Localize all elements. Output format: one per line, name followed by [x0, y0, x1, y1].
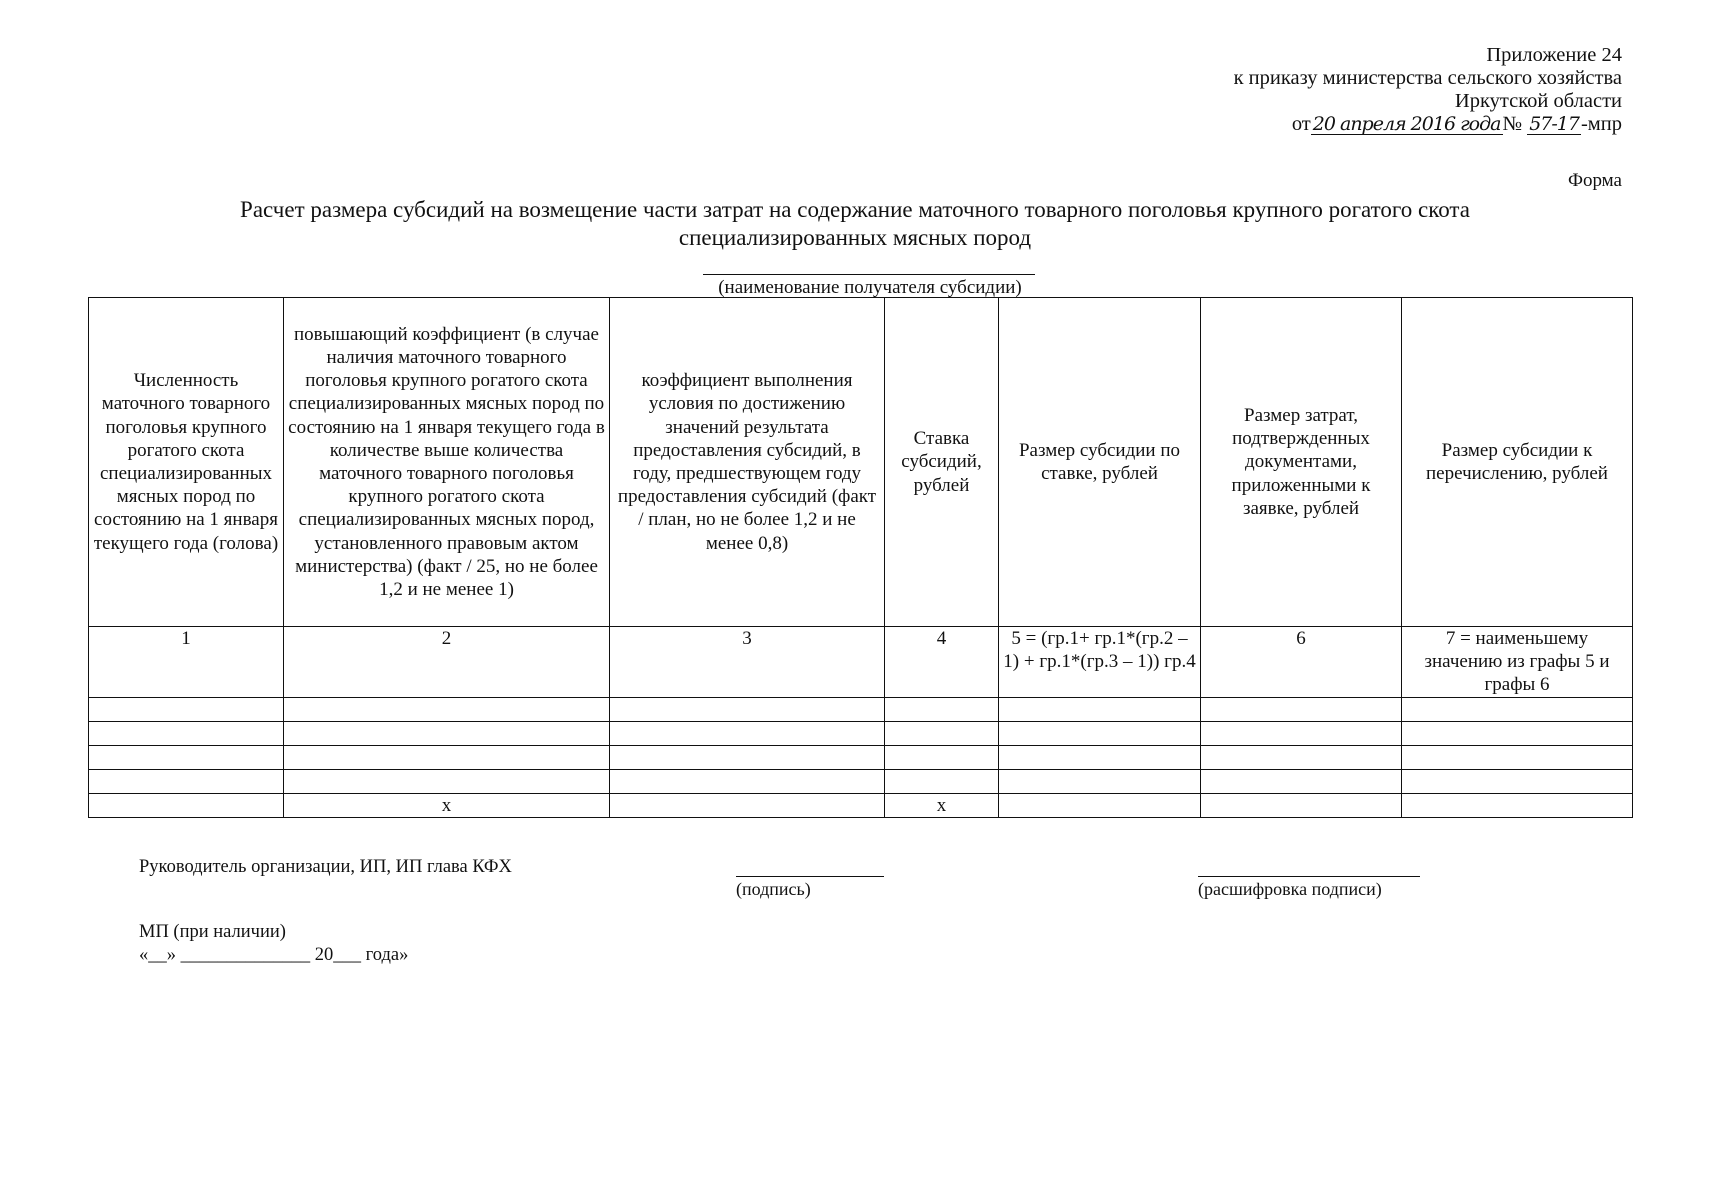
table-row	[89, 770, 1633, 794]
column-number: 6	[1201, 627, 1402, 698]
table-cell	[1402, 698, 1633, 722]
total-cell: х	[885, 794, 999, 818]
stamp-label: МП (при наличии)	[139, 922, 286, 942]
table-cell	[610, 698, 885, 722]
table-cell	[1201, 746, 1402, 770]
column-number: 3	[610, 627, 885, 698]
table-cell	[610, 770, 885, 794]
table-cell	[885, 746, 999, 770]
table-cell	[1402, 722, 1633, 746]
table-cell	[89, 746, 284, 770]
table-cell	[89, 770, 284, 794]
table-cell	[1201, 698, 1402, 722]
table-cell	[999, 770, 1201, 794]
table-cell	[999, 698, 1201, 722]
table-cell	[1402, 770, 1633, 794]
signature-decode-line	[1198, 876, 1420, 877]
signature-line	[736, 876, 884, 877]
recipient-name-line	[703, 274, 1035, 275]
table-cell	[885, 722, 999, 746]
table-cell	[89, 722, 284, 746]
document-title	[0, 196, 1710, 252]
table-cell	[885, 698, 999, 722]
header-cell: Численность маточного товарного поголовья крупного рогатого скота специализированных мясных пород по состоянию на 1 января текущего года (голова)	[89, 298, 284, 627]
table-cell	[999, 722, 1201, 746]
table-cell	[1201, 770, 1402, 794]
handwritten-number: 57-17	[1529, 113, 1579, 135]
table-row	[89, 722, 1633, 746]
table-cell	[610, 722, 885, 746]
signature-label: Руководитель организации, ИП, ИП глава КФХ	[139, 857, 512, 877]
total-cell	[1201, 794, 1402, 818]
table-cell	[1201, 722, 1402, 746]
subsidy-calculation-table	[88, 297, 1633, 818]
table-cell	[1402, 746, 1633, 770]
total-cell: х	[284, 794, 610, 818]
header-cell: повышающий коэффициент (в случае наличия маточного товарного поголовья крупного рогатого скота специализированных мясных пород по состоянию на 1 января текущего года в количестве выше количества маточного товарного поголовья крупного рогатого скота специализированных мясных пород, установленного правовым актом министерства) (факт / 25, но не более 1,2 и не менее 1)	[284, 298, 610, 627]
header-cell: Размер субсидии к перечислению, рублей	[1402, 298, 1633, 627]
table-cell	[284, 722, 610, 746]
table-cell	[284, 746, 610, 770]
order-date-number: от 20 апреля 2016 года№ 57-17-мпр	[1291, 113, 1622, 135]
table-cell	[999, 746, 1201, 770]
table-cell	[284, 770, 610, 794]
form-label: Форма	[1567, 170, 1622, 191]
total-cell	[1402, 794, 1633, 818]
total-row	[89, 794, 1633, 818]
table-cell	[89, 698, 284, 722]
column-number-row	[89, 627, 1633, 698]
signature-caption: (подпись)	[736, 879, 811, 899]
total-cell	[89, 794, 284, 818]
table-header-row	[89, 298, 1633, 627]
column-number: 4	[885, 627, 999, 698]
table-cell	[610, 746, 885, 770]
title-line-2: специализированных мясных пород	[678, 225, 1032, 250]
title-line-1: Расчет размера субсидий на возмещение части затрат на содержание маточного товарного поголовья крупного рогатого скота	[240, 197, 1470, 222]
recipient-caption: (наименование получателя субсидии)	[718, 277, 1022, 298]
column-number: 7 = наименьшему значению из графы 5 и графы 6	[1402, 627, 1633, 698]
total-cell	[999, 794, 1201, 818]
table-cell	[885, 770, 999, 794]
column-number: 5 = (гр.1+ гр.1*(гр.2 – 1) + гр.1*(гр.3 – 1)) гр.4	[999, 627, 1201, 698]
order-reference: к приказу министерства сельского хозяйства	[1233, 67, 1622, 89]
header-cell: коэффициент выполнения условия по достижению значений результата предоставления субсидий, в году, предшествующем году предоставления субсидий (факт / план, но не более 1,2 и не менее 0,8)	[610, 298, 885, 627]
header-cell: Размер затрат, подтвержденных документами, приложенными к заявке, рублей	[1201, 298, 1402, 627]
order-region: Иркутской области	[1454, 90, 1622, 112]
handwritten-date: 20 апреля 2016 года	[1312, 113, 1501, 135]
table-cell	[284, 698, 610, 722]
table-row	[89, 698, 1633, 722]
signature-decode-caption: (расшифровка подписи)	[1198, 879, 1382, 899]
header-cell: Ставка субсидий, рублей	[885, 298, 999, 627]
column-number: 1	[89, 627, 284, 698]
column-number: 2	[284, 627, 610, 698]
appendix-number: Приложение 24	[1486, 44, 1622, 66]
table-row	[89, 746, 1633, 770]
date-line: «__» ______________ 20___ года»	[139, 945, 409, 965]
appendix-header	[1234, 44, 1622, 136]
total-cell	[610, 794, 885, 818]
header-cell: Размер субсидии по ставке, рублей	[999, 298, 1201, 627]
